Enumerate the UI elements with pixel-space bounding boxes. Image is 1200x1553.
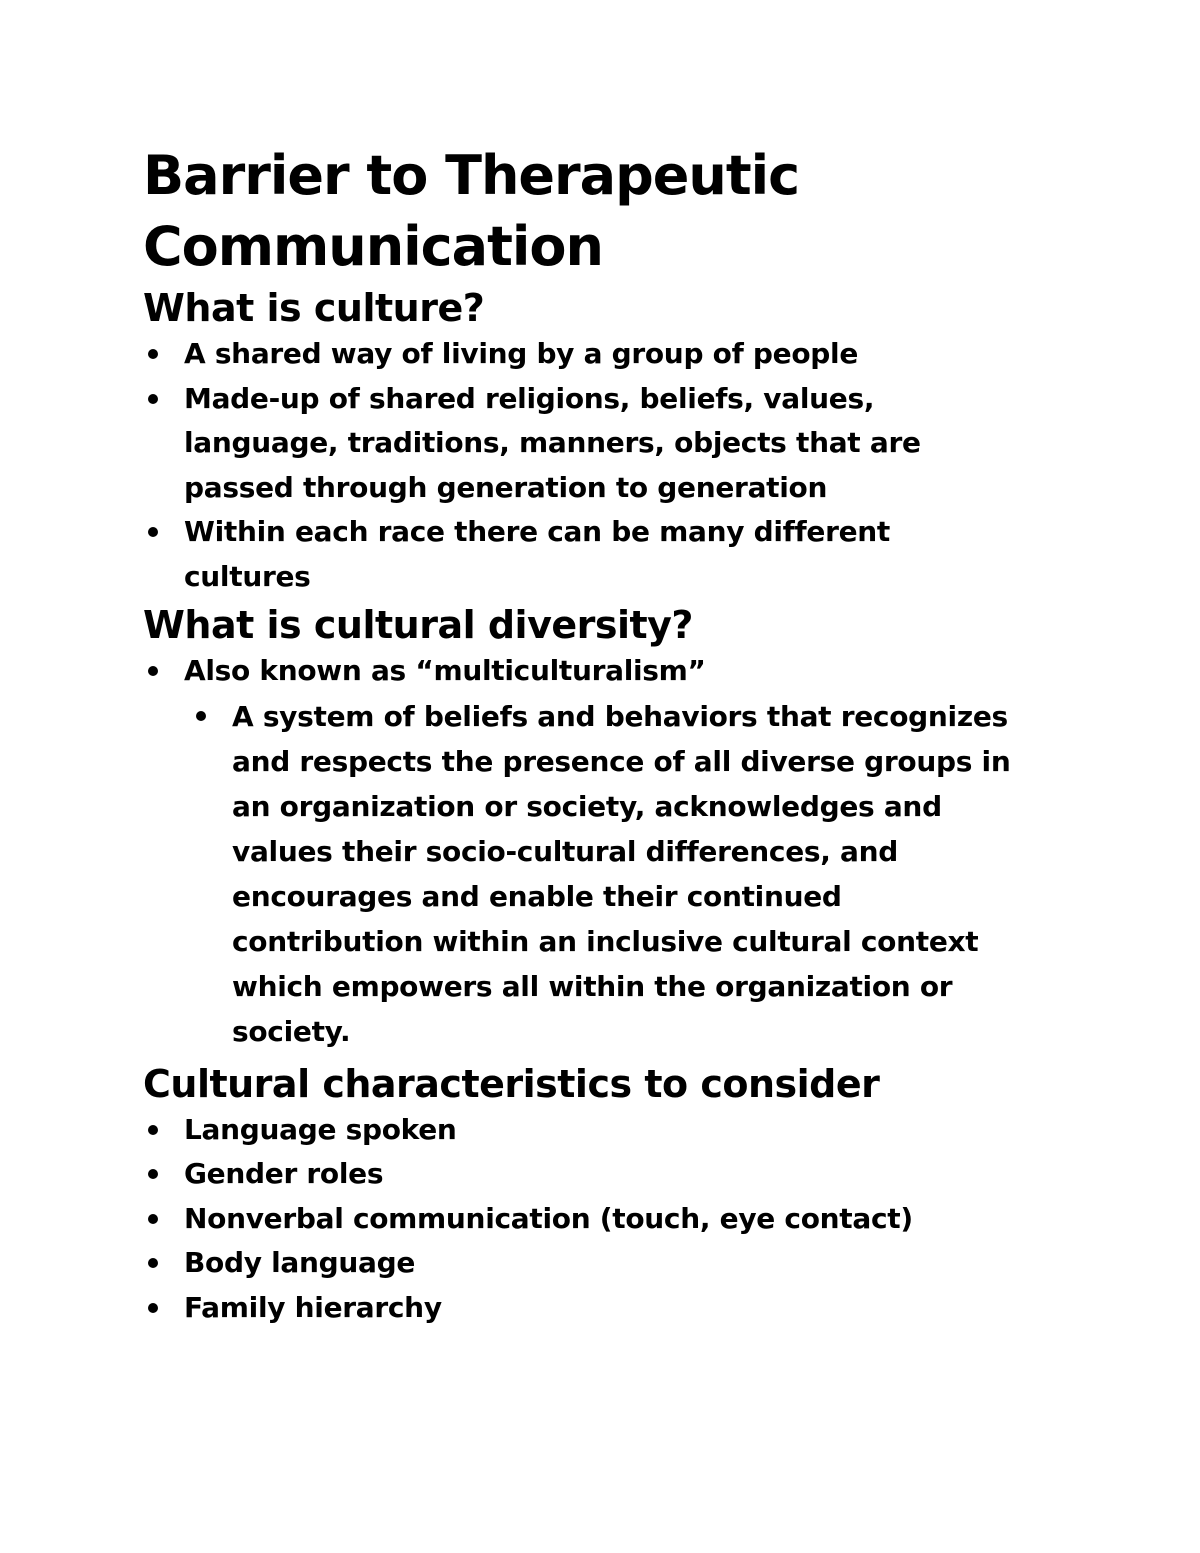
diversity-sub-bullet-list <box>184 694 1027 1054</box>
document-title: Barrier to Therapeutic Communication <box>143 144 800 278</box>
characteristics-bullet-list <box>143 1108 1014 1331</box>
list-item: Family hierarchy <box>184 1286 1014 1331</box>
list-item: Gender roles <box>184 1152 1014 1197</box>
list-item: Language spoken <box>184 1108 1014 1153</box>
sub-list-item: A system of beliefs and behaviors that recognizes and respects the presence of all diverse groups in an organization or society, acknowledges and values their socio-cultural differences, and encourages and enable their continued contribution within an inclusive cultural context which empowers all within the organization or society. <box>232 694 1027 1054</box>
section-heading-culture: What is culture? <box>143 286 485 330</box>
list-item: Nonverbal communication (touch, eye contact) <box>184 1197 1014 1242</box>
list-item: Body language <box>184 1241 1014 1286</box>
diversity-bullet-list <box>143 649 1011 1054</box>
list-item-text: Also known as “multiculturalism” <box>184 654 706 687</box>
culture-bullet-list <box>143 332 1014 599</box>
document-page <box>143 140 1043 1330</box>
list-item: Within each race there can be many different cultures <box>184 510 1014 599</box>
list-item: A shared way of living by a group of people <box>184 332 1014 377</box>
list-item <box>184 649 1011 1054</box>
section-heading-cultural-characteristics: Cultural characteristics to consider <box>143 1061 880 1106</box>
section-heading-cultural-diversity: What is cultural diversity? <box>143 603 693 647</box>
list-item: Made-up of shared religions, beliefs, values, language, traditions, manners, objects that are passed through generation to generation <box>184 377 1014 511</box>
